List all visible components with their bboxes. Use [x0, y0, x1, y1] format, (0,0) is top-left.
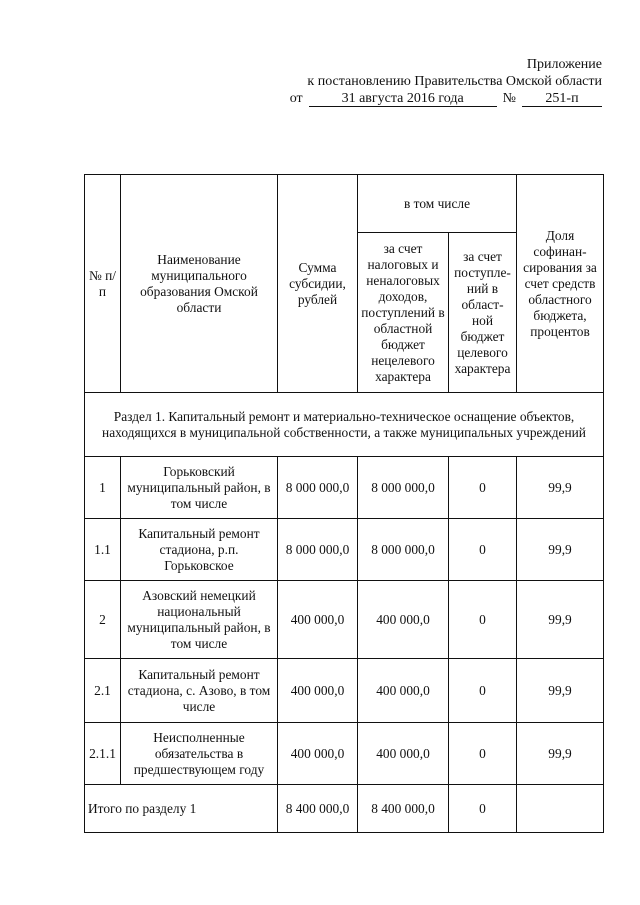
row-sum: 400 000,0 [278, 659, 358, 723]
total-row [85, 785, 604, 833]
row-sum: 8 000 000,0 [278, 457, 358, 519]
row-share: 99,9 [517, 723, 604, 785]
row-name: Горьковский муниципальный район, в том числе [121, 457, 278, 519]
row-sum: 8 000 000,0 [278, 519, 358, 581]
table-row [85, 723, 604, 785]
row-sub-a: 400 000,0 [358, 581, 449, 659]
section-row [85, 393, 604, 457]
header-including: в том числе [358, 175, 517, 233]
subsidy-table [84, 174, 604, 833]
row-sum: 400 000,0 [278, 723, 358, 785]
total-share [517, 785, 604, 833]
table-row [85, 457, 604, 519]
row-sub-b: 0 [449, 723, 517, 785]
appendix-subtitle: к постановлению Правительства Омской области [307, 74, 602, 89]
number-label: № [502, 91, 516, 106]
row-num: 2.1.1 [85, 723, 121, 785]
header-num: № п/п [85, 175, 121, 393]
row-sub-b: 0 [449, 457, 517, 519]
from-label: от [289, 91, 303, 106]
table-row [85, 581, 604, 659]
row-sub-b: 0 [449, 581, 517, 659]
row-sub-b: 0 [449, 659, 517, 723]
document-header [280, 56, 602, 107]
row-num: 1 [85, 457, 121, 519]
header-sub-b: за счет поступле-ний в област-ной бюджет целевого характера [449, 233, 517, 393]
section-title: Раздел 1. Капитальный ремонт и материально-техническое оснащение объектов, находящихся в муниципальной собственности, а также муниципальных учреждений [85, 393, 604, 457]
header-sum: Сумма субсидии, рублей [278, 175, 358, 393]
total-sub-a: 8 400 000,0 [358, 785, 449, 833]
row-name: Капитальный ремонт стадиона, р.п. Горьковское [121, 519, 278, 581]
total-sum: 8 400 000,0 [278, 785, 358, 833]
header-share: Доля софинан-сирования за счет средств областного бюджета, процентов [517, 175, 604, 393]
order-reference [280, 90, 602, 107]
row-sub-a: 400 000,0 [358, 723, 449, 785]
table-row [85, 659, 604, 723]
row-name: Капитальный ремонт стадиона, с. Азово, в том числе [121, 659, 278, 723]
row-name: Азовский немецкий национальный муниципальный район, в том числе [121, 581, 278, 659]
row-sub-a: 8 000 000,0 [358, 457, 449, 519]
row-num: 1.1 [85, 519, 121, 581]
header-row [85, 175, 604, 233]
row-num: 2.1 [85, 659, 121, 723]
row-num: 2 [85, 581, 121, 659]
row-share: 99,9 [517, 581, 604, 659]
row-name: Неисполненные обязательства в предшествующем году [121, 723, 278, 785]
appendix-title: Приложение [526, 57, 602, 72]
row-share: 99,9 [517, 457, 604, 519]
row-sub-a: 400 000,0 [358, 659, 449, 723]
order-number: 251-п [522, 91, 602, 107]
total-label: Итого по разделу 1 [85, 785, 278, 833]
row-share: 99,9 [517, 519, 604, 581]
total-sub-b: 0 [449, 785, 517, 833]
row-sub-b: 0 [449, 519, 517, 581]
row-sub-a: 8 000 000,0 [358, 519, 449, 581]
row-sum: 400 000,0 [278, 581, 358, 659]
order-date: 31 августа 2016 года [309, 91, 497, 107]
header-name: Наименование муниципального образования Омской области [121, 175, 278, 393]
header-sub-a: за счет налоговых и неналоговых доходов, поступлений в областной бюджет нецелевого характера [358, 233, 449, 393]
table-row [85, 519, 604, 581]
row-share: 99,9 [517, 659, 604, 723]
